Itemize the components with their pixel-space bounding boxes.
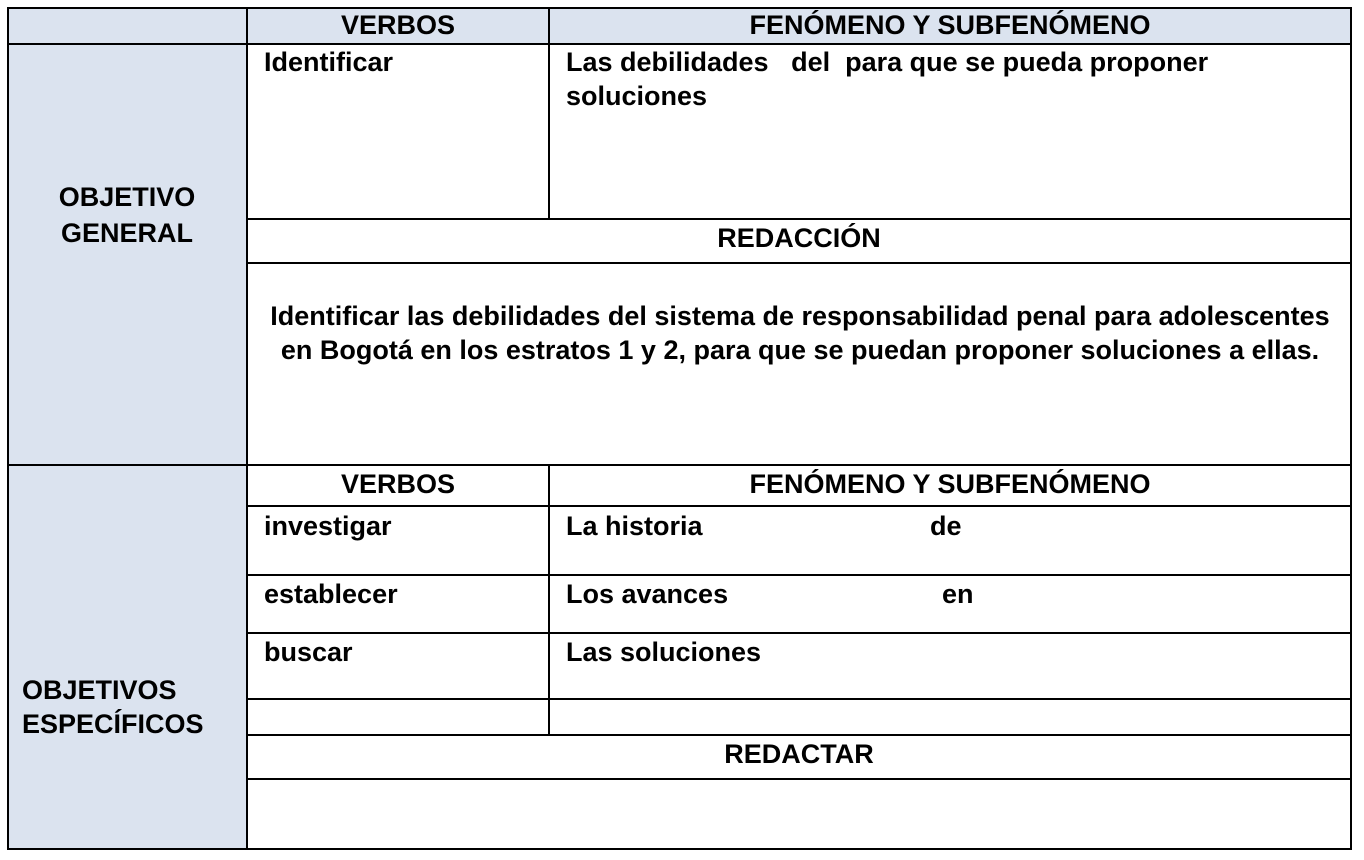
specific-verb-3: buscar	[264, 637, 353, 667]
objetivos-especificos-label-cell	[8, 465, 248, 849]
objetivos-especificos-label-line1: OBJETIVOS	[22, 675, 177, 705]
specific-fenomeno-1b: de	[930, 511, 962, 541]
specific-verb-2: establecer	[264, 579, 398, 609]
objetivo-general-label-line2: GENERAL	[60, 218, 193, 248]
general-verb: Identificar	[264, 47, 394, 77]
redaccion-header: REDACCIÓN	[717, 223, 881, 253]
top-left-corner-cell	[8, 8, 248, 44]
general-fenomeno: Las debilidades del para que se pueda proponer soluciones	[566, 47, 1216, 111]
redactar-header: REDACTAR	[724, 739, 874, 769]
objetivo-general-label-line1: OBJETIVO	[58, 182, 196, 212]
specific-fenomeno-header: FENÓMENO Y SUBFENÓMENO	[749, 469, 1151, 499]
general-verbs-header: VERBOS	[340, 10, 456, 40]
objetivo-general-label-cell	[8, 44, 248, 465]
specific-verb-1: investigar	[264, 511, 392, 541]
objetivos-especificos-label-line2: ESPECÍFICOS	[22, 709, 204, 739]
specific-fenomeno-2a: Los avances	[566, 579, 729, 609]
specific-fenomeno-2b: en	[942, 579, 974, 609]
specific-fenomeno-3a: Las soluciones	[566, 637, 762, 667]
specific-fenomeno-1a: La historia	[566, 511, 703, 541]
redaccion-text: Identificar las debilidades del sistema de responsabilidad penal para adolescentes en Bogotá en los estratos 1 y 2, para que se puedan proponer soluciones a ellas.	[270, 301, 1330, 365]
general-fenomeno-header: FENÓMENO Y SUBFENÓMENO	[749, 10, 1151, 40]
specific-verbs-header: VERBOS	[340, 469, 456, 499]
